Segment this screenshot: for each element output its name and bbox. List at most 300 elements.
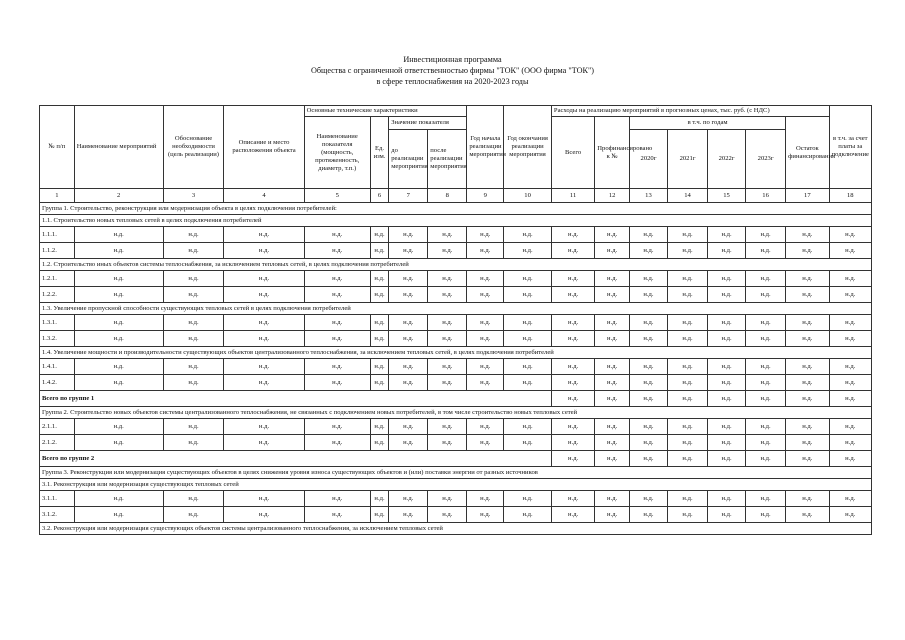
group-heading: Группа 1. Строительство, реконструкция или модернизация объекта в целях подключения потребителей: <box>40 203 872 215</box>
cell: н.д. <box>630 315 668 331</box>
total-group-1-label: Всего по группе 1 <box>40 391 552 407</box>
cell: н.д. <box>504 435 552 451</box>
cell: н.д. <box>467 287 504 303</box>
cell: н.д. <box>595 315 630 331</box>
cell: н.д. <box>595 331 630 347</box>
cell: н.д. <box>746 391 786 407</box>
header-2021: 2021г <box>667 130 707 189</box>
cell: н.д. <box>630 391 668 407</box>
cell: н.д. <box>551 243 594 259</box>
cell: н.д. <box>389 419 428 435</box>
cell: н.д. <box>224 315 304 331</box>
cell: н.д. <box>746 271 786 287</box>
cell: н.д. <box>304 331 370 347</box>
header-name: Наименование мероприятий <box>74 106 163 189</box>
header-param-name: Наименование показателя (мощность, протяженность, диаметр, т.п.) <box>304 117 370 189</box>
cell: н.д. <box>746 331 786 347</box>
cell: н.д. <box>224 435 304 451</box>
cell: н.д. <box>595 435 630 451</box>
cell: н.д. <box>504 271 552 287</box>
table-row <box>40 243 872 259</box>
cell: н.д. <box>224 243 304 259</box>
cell: н.д. <box>786 243 829 259</box>
total-group-2-label: Всего по группе 2 <box>40 451 552 467</box>
cell: н.д. <box>467 243 504 259</box>
cell: н.д. <box>428 419 467 435</box>
cell: н.д. <box>467 419 504 435</box>
table-row <box>40 507 872 523</box>
row-number: 2.1.2. <box>40 435 75 451</box>
col-number: 1 <box>40 189 75 203</box>
cell: н.д. <box>304 507 370 523</box>
cell: н.д. <box>829 375 871 391</box>
cell: н.д. <box>786 315 829 331</box>
col-number: 5 <box>304 189 370 203</box>
table-row <box>40 331 872 347</box>
cell: н.д. <box>786 451 829 467</box>
cell: н.д. <box>163 243 224 259</box>
cell: н.д. <box>708 287 746 303</box>
col-number: 15 <box>708 189 746 203</box>
cell: н.д. <box>163 359 224 375</box>
header-by-years: в т.ч. по годам <box>630 117 786 130</box>
header-year-start: Год начала реализации мероприятия <box>467 106 504 189</box>
col-number: 16 <box>746 189 786 203</box>
cell: н.д. <box>428 359 467 375</box>
cell: н.д. <box>746 507 786 523</box>
header-total: Всего <box>551 117 594 189</box>
col-number: 3 <box>163 189 224 203</box>
table-row <box>40 271 872 287</box>
cell: н.д. <box>370 375 388 391</box>
cell: н.д. <box>630 271 668 287</box>
col-number: 9 <box>467 189 504 203</box>
header-2020: 2020г <box>630 130 668 189</box>
cell: н.д. <box>595 375 630 391</box>
row-number: 1.1.1. <box>40 227 75 243</box>
cell: н.д. <box>786 435 829 451</box>
cell: н.д. <box>551 507 594 523</box>
header-incl-fee: в т.ч. за счет платы за подключение <box>829 106 871 189</box>
cell: н.д. <box>829 331 871 347</box>
cell: н.д. <box>163 287 224 303</box>
cell: н.д. <box>389 491 428 507</box>
subgroup-heading: 1.2. Строительство иных объектов системы теплоснабжения, за исключением тепловых сетей, в целях подключения потребителей <box>40 259 872 271</box>
cell: н.д. <box>467 271 504 287</box>
header-after: после реализации мероприятия <box>428 130 467 189</box>
cell: н.д. <box>595 451 630 467</box>
col-number: 4 <box>224 189 304 203</box>
cell: н.д. <box>551 227 594 243</box>
subgroup-heading: 3.1. Реконструкция или модернизация существующих тепловых сетей <box>40 479 872 491</box>
total-row <box>40 451 872 467</box>
cell: н.д. <box>746 243 786 259</box>
row-number: 2.1.1. <box>40 419 75 435</box>
cell: н.д. <box>467 507 504 523</box>
cell: н.д. <box>224 271 304 287</box>
cell: н.д. <box>829 315 871 331</box>
cell: н.д. <box>829 243 871 259</box>
table-row <box>40 419 872 435</box>
cell: н.д. <box>829 359 871 375</box>
cell: н.д. <box>829 287 871 303</box>
cell: н.д. <box>667 507 707 523</box>
cell: н.д. <box>829 419 871 435</box>
cell: н.д. <box>551 375 594 391</box>
cell: н.д. <box>551 435 594 451</box>
cell: н.д. <box>667 451 707 467</box>
total-row <box>40 391 872 407</box>
cell: н.д. <box>224 331 304 347</box>
cell: н.д. <box>829 507 871 523</box>
table-row <box>40 491 872 507</box>
cell: н.д. <box>370 287 388 303</box>
cell: н.д. <box>630 331 668 347</box>
row-number: 1.3.1. <box>40 315 75 331</box>
cell: н.д. <box>829 227 871 243</box>
cell: н.д. <box>74 315 163 331</box>
row-number: 1.2.2. <box>40 287 75 303</box>
cell: н.д. <box>551 359 594 375</box>
column-numbers-row <box>40 189 872 203</box>
cell: н.д. <box>746 315 786 331</box>
cell: н.д. <box>304 287 370 303</box>
cell: н.д. <box>389 315 428 331</box>
cell: н.д. <box>467 331 504 347</box>
title-line-3: в сфере теплоснабжения на 2020-2023 годы <box>376 77 529 86</box>
subgroup-heading: 3.2. Реконструкция или модернизация существующих объектов системы централизованного теплоснабжения, за исключением тепловых сетей <box>40 523 872 535</box>
header-num: № п/п <box>40 106 75 189</box>
cell: н.д. <box>74 271 163 287</box>
cell: н.д. <box>304 419 370 435</box>
cell: н.д. <box>467 315 504 331</box>
cell: н.д. <box>746 287 786 303</box>
cell: н.д. <box>551 391 594 407</box>
cell: н.д. <box>389 435 428 451</box>
cell: н.д. <box>786 375 829 391</box>
cell: н.д. <box>224 287 304 303</box>
col-number: 8 <box>428 189 467 203</box>
cell: н.д. <box>389 287 428 303</box>
cell: н.д. <box>551 271 594 287</box>
col-number: 2 <box>74 189 163 203</box>
cell: н.д. <box>786 391 829 407</box>
cell: н.д. <box>370 227 388 243</box>
cell: н.д. <box>74 227 163 243</box>
cell: н.д. <box>370 315 388 331</box>
cell: н.д. <box>786 227 829 243</box>
subgroup-heading: 1.1. Строительство новых тепловых сетей в целях подключения потребителей <box>40 215 872 227</box>
cell: н.д. <box>630 451 668 467</box>
cell: н.д. <box>304 315 370 331</box>
cell: н.д. <box>708 331 746 347</box>
cell: н.д. <box>786 359 829 375</box>
cell: н.д. <box>163 271 224 287</box>
cell: н.д. <box>746 435 786 451</box>
cell: н.д. <box>389 359 428 375</box>
cell: н.д. <box>467 435 504 451</box>
cell: н.д. <box>708 507 746 523</box>
cell: н.д. <box>163 331 224 347</box>
col-number: 13 <box>630 189 668 203</box>
cell: н.д. <box>74 243 163 259</box>
cell: н.д. <box>467 375 504 391</box>
cell: н.д. <box>370 507 388 523</box>
cell: н.д. <box>428 375 467 391</box>
row-number: 1.1.2. <box>40 243 75 259</box>
cell: н.д. <box>667 315 707 331</box>
cell: н.д. <box>304 375 370 391</box>
cell: н.д. <box>786 287 829 303</box>
cell: н.д. <box>667 331 707 347</box>
cell: н.д. <box>551 451 594 467</box>
cell: н.д. <box>504 243 552 259</box>
cell: н.д. <box>504 315 552 331</box>
group-heading: Группа 2. Строительство новых объектов системы централизованного теплоснабжения, не связанных с подключением новых потребителей, в том числе строительство новых тепловых сетей <box>40 407 872 419</box>
header-unit: Ед. изм. <box>370 117 388 189</box>
cell: н.д. <box>74 359 163 375</box>
document-title <box>0 54 905 87</box>
cell: н.д. <box>224 419 304 435</box>
cell: н.д. <box>829 451 871 467</box>
cell: н.д. <box>74 491 163 507</box>
cell: н.д. <box>595 359 630 375</box>
cell: н.д. <box>504 331 552 347</box>
cell: н.д. <box>370 331 388 347</box>
cell: н.д. <box>504 287 552 303</box>
cell: н.д. <box>428 491 467 507</box>
cell: н.д. <box>504 375 552 391</box>
cell: н.д. <box>708 451 746 467</box>
cell: н.д. <box>551 419 594 435</box>
table-row <box>40 287 872 303</box>
cell: н.д. <box>746 375 786 391</box>
cell: н.д. <box>595 243 630 259</box>
table-row <box>40 375 872 391</box>
cell: н.д. <box>595 419 630 435</box>
cell: н.д. <box>304 271 370 287</box>
cell: н.д. <box>389 375 428 391</box>
cell: н.д. <box>551 315 594 331</box>
cell: н.д. <box>504 491 552 507</box>
cell: н.д. <box>467 359 504 375</box>
cell: н.д. <box>746 359 786 375</box>
cell: н.д. <box>389 331 428 347</box>
cell: н.д. <box>708 435 746 451</box>
cell: н.д. <box>667 243 707 259</box>
cell: н.д. <box>786 271 829 287</box>
cell: н.д. <box>667 391 707 407</box>
cell: н.д. <box>667 359 707 375</box>
cell: н.д. <box>708 491 746 507</box>
cell: н.д. <box>224 359 304 375</box>
header-year-end: Год окончания реализации мероприятия <box>504 106 552 189</box>
cell: н.д. <box>708 359 746 375</box>
header-value-group: Значение показателя <box>389 117 467 130</box>
cell: н.д. <box>370 435 388 451</box>
row-number: 1.2.1. <box>40 271 75 287</box>
cell: н.д. <box>829 491 871 507</box>
cell: н.д. <box>504 507 552 523</box>
cell: н.д. <box>630 287 668 303</box>
cell: н.д. <box>74 419 163 435</box>
cell: н.д. <box>370 271 388 287</box>
header-location: Описание и место расположения объекта <box>224 106 304 189</box>
cell: н.д. <box>708 315 746 331</box>
cell: н.д. <box>163 507 224 523</box>
cell: н.д. <box>370 491 388 507</box>
cell: н.д. <box>595 507 630 523</box>
col-number: 12 <box>595 189 630 203</box>
cell: н.д. <box>74 507 163 523</box>
cell: н.д. <box>370 359 388 375</box>
cell: н.д. <box>428 271 467 287</box>
cell: н.д. <box>595 287 630 303</box>
col-number: 14 <box>667 189 707 203</box>
header-remainder: Остаток финансирования <box>786 117 829 189</box>
header-justification: Обоснование необходимости (цель реализации) <box>163 106 224 189</box>
cell: н.д. <box>595 491 630 507</box>
cell: н.д. <box>163 315 224 331</box>
cell: н.д. <box>163 375 224 391</box>
cell: н.д. <box>74 375 163 391</box>
cell: н.д. <box>304 359 370 375</box>
cell: н.д. <box>304 435 370 451</box>
col-number: 17 <box>786 189 829 203</box>
cell: н.д. <box>74 287 163 303</box>
cell: н.д. <box>667 227 707 243</box>
cell: н.д. <box>504 359 552 375</box>
cell: н.д. <box>595 271 630 287</box>
cell: н.д. <box>708 243 746 259</box>
cell: н.д. <box>746 227 786 243</box>
header-2022: 2022г <box>708 130 746 189</box>
investment-table <box>39 105 872 535</box>
cell: н.д. <box>630 507 668 523</box>
cell: н.д. <box>630 435 668 451</box>
cell: н.д. <box>551 491 594 507</box>
cell: н.д. <box>630 419 668 435</box>
header-2023: 2023г <box>746 130 786 189</box>
cell: н.д. <box>746 491 786 507</box>
cell: н.д. <box>746 451 786 467</box>
cell: н.д. <box>304 491 370 507</box>
cell: н.д. <box>551 287 594 303</box>
col-number: 10 <box>504 189 552 203</box>
col-number: 11 <box>551 189 594 203</box>
subgroup-heading: 1.3. Увеличение пропускной способности существующих тепловых сетей в целях подключения потребителей <box>40 303 872 315</box>
cell: н.д. <box>786 419 829 435</box>
cell: н.д. <box>224 375 304 391</box>
cell: н.д. <box>504 227 552 243</box>
cell: н.д. <box>708 419 746 435</box>
cell: н.д. <box>389 227 428 243</box>
cell: н.д. <box>428 227 467 243</box>
cell: н.д. <box>667 435 707 451</box>
cell: н.д. <box>829 435 871 451</box>
cell: н.д. <box>595 391 630 407</box>
header-profinance: Профинансировано к № <box>595 117 630 189</box>
cell: н.д. <box>428 315 467 331</box>
cell: н.д. <box>667 419 707 435</box>
cell: н.д. <box>786 491 829 507</box>
cell: н.д. <box>708 271 746 287</box>
cell: н.д. <box>224 491 304 507</box>
cell: н.д. <box>428 507 467 523</box>
cell: н.д. <box>630 359 668 375</box>
header-tech-group: Основные технические характеристики <box>304 106 467 117</box>
cell: н.д. <box>630 227 668 243</box>
table-row <box>40 315 872 331</box>
cell: н.д. <box>667 271 707 287</box>
cell: н.д. <box>708 227 746 243</box>
row-number: 1.4.1. <box>40 359 75 375</box>
cell: н.д. <box>595 227 630 243</box>
cell: н.д. <box>428 243 467 259</box>
cell: н.д. <box>667 491 707 507</box>
cell: н.д. <box>630 375 668 391</box>
cell: н.д. <box>389 243 428 259</box>
row-number: 3.1.2. <box>40 507 75 523</box>
table-row <box>40 435 872 451</box>
title-line-1: Инвестиционная программа <box>403 55 502 64</box>
cell: н.д. <box>630 243 668 259</box>
cell: н.д. <box>708 375 746 391</box>
cell: н.д. <box>786 507 829 523</box>
cell: н.д. <box>224 227 304 243</box>
cell: н.д. <box>389 507 428 523</box>
cell: н.д. <box>389 271 428 287</box>
cell: н.д. <box>304 227 370 243</box>
cell: н.д. <box>829 271 871 287</box>
table-row <box>40 227 872 243</box>
cell: н.д. <box>370 243 388 259</box>
header-costs-group: Расходы на реализацию мероприятий в прогнозных ценах, тыс. руб. (с НДС) <box>551 106 829 117</box>
cell: н.д. <box>667 287 707 303</box>
header-before: до реализации мероприятия <box>389 130 428 189</box>
col-number: 7 <box>389 189 428 203</box>
cell: н.д. <box>667 375 707 391</box>
cell: н.д. <box>467 227 504 243</box>
cell: н.д. <box>708 391 746 407</box>
cell: н.д. <box>428 331 467 347</box>
cell: н.д. <box>74 435 163 451</box>
cell: н.д. <box>630 491 668 507</box>
cell: н.д. <box>551 331 594 347</box>
cell: н.д. <box>304 243 370 259</box>
col-number: 6 <box>370 189 388 203</box>
cell: н.д. <box>829 391 871 407</box>
cell: н.д. <box>74 331 163 347</box>
subgroup-heading: 1.4. Увеличение мощности и производительности существующих объектов централизованного теплоснабжения, за исключением тепловых сетей, в целях подключения потребителей <box>40 347 872 359</box>
cell: н.д. <box>467 491 504 507</box>
cell: н.д. <box>428 287 467 303</box>
title-line-2: Общества с ограниченной ответственностью фирмы "ТОК" (ООО фирма "ТОК") <box>310 66 595 75</box>
cell: н.д. <box>746 419 786 435</box>
cell: н.д. <box>370 419 388 435</box>
cell: н.д. <box>504 419 552 435</box>
row-number: 1.3.2. <box>40 331 75 347</box>
cell: н.д. <box>163 491 224 507</box>
row-number: 1.4.2. <box>40 375 75 391</box>
cell: н.д. <box>163 435 224 451</box>
table-row <box>40 359 872 375</box>
cell: н.д. <box>163 227 224 243</box>
col-number: 18 <box>829 189 871 203</box>
cell: н.д. <box>224 507 304 523</box>
cell: н.д. <box>786 331 829 347</box>
group-heading: Группа 3. Реконструкция или модернизация существующих объектов в целях снижения уровня износа существующих объектов и (или) поставки энергии от разных источников <box>40 467 872 479</box>
